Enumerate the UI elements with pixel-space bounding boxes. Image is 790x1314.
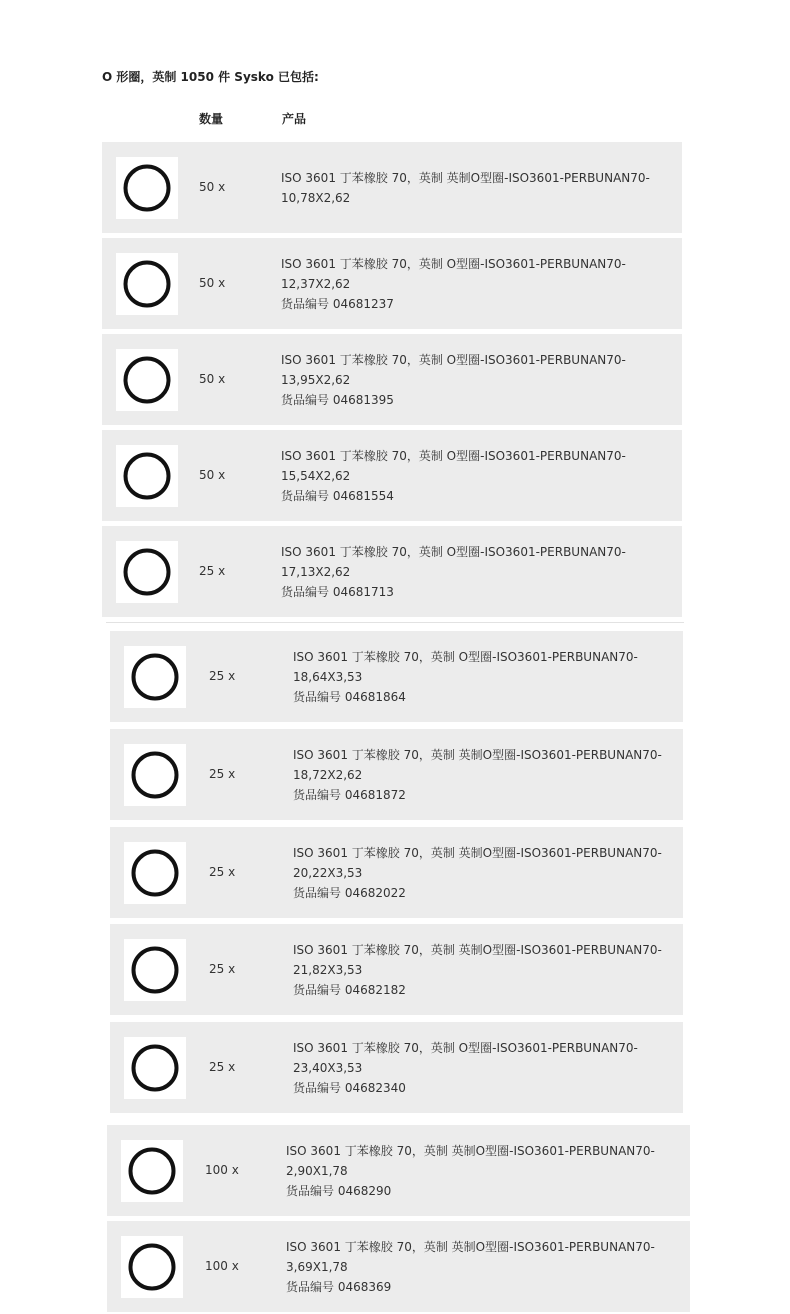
product-name-line: ISO 3601 丁苯橡胶 70，英制 英制O型圈-ISO3601-PERBUNAN70- (293, 846, 662, 860)
product-row (102, 142, 682, 233)
product-description (293, 843, 662, 903)
product-name-line: ISO 3601 丁苯橡胶 70，英制 英制O型圈-ISO3601-PERBUNAN70- (293, 943, 662, 957)
product-row (110, 729, 683, 820)
product-name-line: ISO 3601 丁苯橡胶 70，英制 英制O型圈-ISO3601-PERBUNAN70- (281, 171, 650, 185)
product-description (281, 350, 626, 410)
item-number: 货品编号 0468369 (286, 1280, 392, 1294)
product-name-line: 17,13X2,62 (281, 565, 351, 579)
product-name-line: ISO 3601 丁苯橡胶 70，英制 O型圈-ISO3601-PERBUNAN70- (281, 353, 626, 367)
product-description (281, 168, 650, 208)
item-number: 货品编号 04682022 (293, 886, 406, 900)
column-header-product: 产品 (282, 112, 307, 126)
product-row (110, 631, 683, 722)
product-row (102, 430, 682, 521)
quantity-value: 50 x (199, 180, 226, 194)
product-name-line: ISO 3601 丁苯橡胶 70，英制 O型圈-ISO3601-PERBUNAN70- (293, 650, 638, 664)
product-description (293, 745, 662, 805)
quantity-value: 50 x (199, 372, 226, 386)
o-ring-image (124, 1037, 186, 1099)
product-description (293, 940, 662, 1000)
product-name-line: ISO 3601 丁苯橡胶 70，英制 英制O型圈-ISO3601-PERBUNAN70- (293, 748, 662, 762)
product-description (281, 446, 626, 506)
quantity-value: 25 x (199, 564, 226, 578)
quantity-value: 25 x (209, 767, 236, 781)
product-name-line: ISO 3601 丁苯橡胶 70，英制 英制O型圈-ISO3601-PERBUNAN70- (286, 1240, 655, 1254)
product-name-line: 20,22X3,53 (293, 866, 363, 880)
o-ring-image (124, 939, 186, 1001)
quantity-value: 50 x (199, 468, 226, 482)
product-name-line: 18,64X3,53 (293, 670, 363, 684)
item-number: 货品编号 04681554 (281, 489, 394, 503)
product-row (107, 1125, 690, 1216)
product-row (110, 1022, 683, 1113)
o-ring-image (116, 157, 178, 219)
quantity-value: 50 x (199, 276, 226, 290)
product-row (110, 827, 683, 918)
o-ring-image (116, 541, 178, 603)
o-ring-image (116, 349, 178, 411)
o-ring-image (116, 253, 178, 315)
quantity-value: 25 x (209, 865, 236, 879)
product-description (286, 1237, 655, 1297)
item-number: 货品编号 04681237 (281, 297, 394, 311)
product-description (293, 1038, 638, 1098)
item-number: 货品编号 04681872 (293, 788, 406, 802)
quantity-value: 25 x (209, 669, 236, 683)
page-title: O 形圈，英制 1050 件 Sysko 已包括: (102, 70, 319, 84)
o-ring-image (121, 1236, 183, 1298)
o-ring-image (124, 744, 186, 806)
o-ring-image (121, 1140, 183, 1202)
item-number: 货品编号 0468290 (286, 1184, 392, 1198)
item-number: 货品编号 04682340 (293, 1081, 406, 1095)
product-name-line: ISO 3601 丁苯橡胶 70，英制 O型圈-ISO3601-PERBUNAN70- (281, 449, 626, 463)
group-divider (106, 622, 684, 623)
product-name-line: 12,37X2,62 (281, 277, 351, 291)
product-name-line: 18,72X2,62 (293, 768, 363, 782)
product-name-line: 15,54X2,62 (281, 469, 351, 483)
quantity-value: 25 x (209, 962, 236, 976)
product-description (286, 1141, 655, 1201)
item-number: 货品编号 04681713 (281, 585, 394, 599)
product-row (102, 334, 682, 425)
product-name-line: ISO 3601 丁苯橡胶 70，英制 O型圈-ISO3601-PERBUNAN70- (293, 1041, 638, 1055)
product-name-line: 13,95X2,62 (281, 373, 351, 387)
product-name-line: 3,69X1,78 (286, 1260, 348, 1274)
column-header-quantity: 数量 (199, 112, 224, 126)
quantity-value: 100 x (205, 1259, 239, 1273)
product-description (281, 542, 626, 602)
o-ring-image (124, 646, 186, 708)
quantity-value: 100 x (205, 1163, 239, 1177)
product-name-line: 10,78X2,62 (281, 191, 351, 205)
quantity-value: 25 x (209, 1060, 236, 1074)
o-ring-image (124, 842, 186, 904)
item-number: 货品编号 04681395 (281, 393, 394, 407)
o-ring-image (116, 445, 178, 507)
product-description (281, 254, 626, 314)
product-row (110, 924, 683, 1015)
item-number: 货品编号 04681864 (293, 690, 406, 704)
product-name-line: 23,40X3,53 (293, 1061, 363, 1075)
product-row (102, 238, 682, 329)
item-number: 货品编号 04682182 (293, 983, 406, 997)
product-description (293, 647, 638, 707)
product-name-line: ISO 3601 丁苯橡胶 70，英制 英制O型圈-ISO3601-PERBUNAN70- (286, 1144, 655, 1158)
product-row (107, 1221, 690, 1312)
product-name-line: ISO 3601 丁苯橡胶 70，英制 O型圈-ISO3601-PERBUNAN70- (281, 545, 626, 559)
product-name-line: 21,82X3,53 (293, 963, 363, 977)
product-name-line: 2,90X1,78 (286, 1164, 348, 1178)
product-row (102, 526, 682, 617)
product-name-line: ISO 3601 丁苯橡胶 70，英制 O型圈-ISO3601-PERBUNAN70- (281, 257, 626, 271)
